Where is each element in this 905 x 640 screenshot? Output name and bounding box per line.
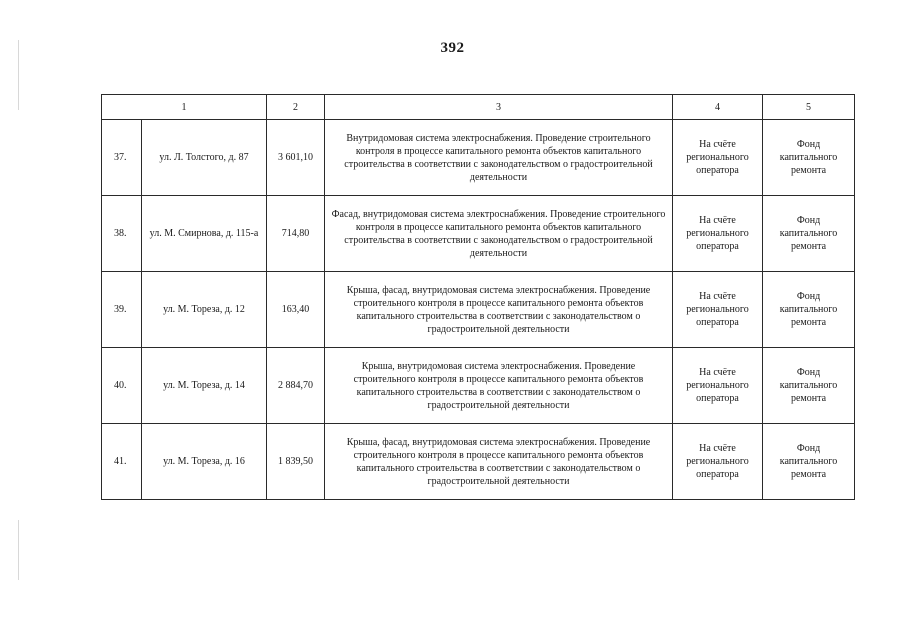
account-cell: На счёте регионального оператора bbox=[673, 120, 763, 196]
table-row bbox=[102, 272, 855, 348]
works-cell: Фасад, внутридомовая система электроснабжения. Проведение строительного контроля в процессе капитального ремонта объектов капитального строительства в соответствии с законодательством о градостроительной деятельности bbox=[325, 196, 673, 272]
table-row bbox=[102, 348, 855, 424]
address-cell: ул. М. Смирнова, д. 115-а bbox=[142, 196, 267, 272]
address-cell: ул. М. Тореза, д. 14 bbox=[142, 348, 267, 424]
scan-artifact bbox=[18, 520, 19, 580]
header-cell-1: 1 bbox=[102, 95, 267, 120]
works-cell: Внутридомовая система электроснабжения. Проведение строительного контроля в процессе капитального ремонта объектов капитального строительства в соответствии с законодательством о градостроительной деятельности bbox=[325, 120, 673, 196]
area-cell: 1 839,50 bbox=[267, 424, 325, 500]
table-row bbox=[102, 424, 855, 500]
capital-repair-table bbox=[101, 94, 855, 500]
table-row bbox=[102, 120, 855, 196]
table-header-row bbox=[102, 95, 855, 120]
row-number: 41. bbox=[102, 424, 142, 500]
fund-cell: Фонд капитального ремонта bbox=[763, 424, 855, 500]
header-cell-3: 3 bbox=[325, 95, 673, 120]
address-cell: ул. Л. Толстого, д. 87 bbox=[142, 120, 267, 196]
header-cell-5: 5 bbox=[763, 95, 855, 120]
table-row bbox=[102, 196, 855, 272]
works-cell: Крыша, внутридомовая система электроснабжения. Проведение строительного контроля в процессе капитального ремонта объектов капитального строительства в соответствии с законодательством о градостроительной деятельности bbox=[325, 348, 673, 424]
page-number: 392 bbox=[440, 40, 465, 56]
account-cell: На счёте регионального оператора bbox=[673, 424, 763, 500]
area-cell: 2 884,70 bbox=[267, 348, 325, 424]
row-number: 39. bbox=[102, 272, 142, 348]
fund-cell: Фонд капитального ремонта bbox=[763, 120, 855, 196]
address-cell: ул. М. Тореза, д. 16 bbox=[142, 424, 267, 500]
works-cell: Крыша, фасад, внутридомовая система электроснабжения. Проведение строительного контроля в процессе капитального ремонта объектов капитального строительства в соответствии с законодательством о градостроительной деятельности bbox=[325, 424, 673, 500]
row-number: 37. bbox=[102, 120, 142, 196]
account-cell: На счёте регионального оператора bbox=[673, 272, 763, 348]
works-cell: Крыша, фасад, внутридомовая система электроснабжения. Проведение строительного контроля в процессе капитального ремонта объектов капитального строительства в соответствии с законодательством о градостроительной деятельности bbox=[325, 272, 673, 348]
account-cell: На счёте регионального оператора bbox=[673, 348, 763, 424]
row-number: 40. bbox=[102, 348, 142, 424]
account-cell: На счёте регионального оператора bbox=[673, 196, 763, 272]
area-cell: 163,40 bbox=[267, 272, 325, 348]
area-cell: 3 601,10 bbox=[267, 120, 325, 196]
area-cell: 714,80 bbox=[267, 196, 325, 272]
header-cell-4: 4 bbox=[673, 95, 763, 120]
row-number: 38. bbox=[102, 196, 142, 272]
fund-cell: Фонд капитального ремонта bbox=[763, 196, 855, 272]
fund-cell: Фонд капитального ремонта bbox=[763, 348, 855, 424]
header-cell-2: 2 bbox=[267, 95, 325, 120]
address-cell: ул. М. Тореза, д. 12 bbox=[142, 272, 267, 348]
fund-cell: Фонд капитального ремонта bbox=[763, 272, 855, 348]
